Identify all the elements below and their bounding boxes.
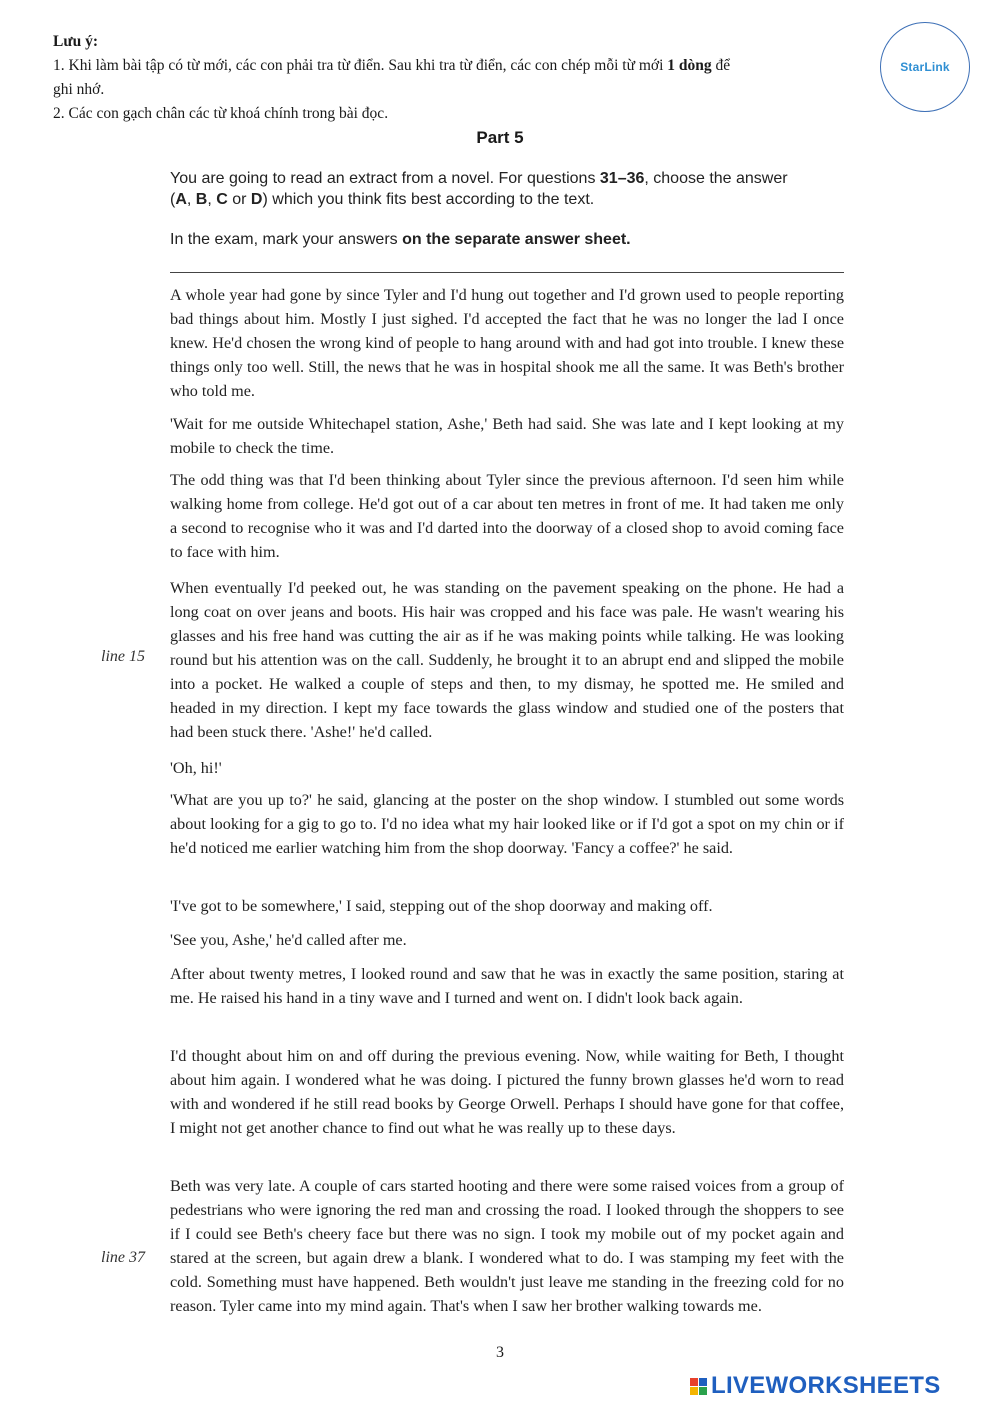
passage-paragraph-5: 'Oh, hi!' — [170, 759, 222, 777]
instructions-line-2: In the exam, mark your answers on the separate answer sheet. — [170, 231, 631, 248]
part-title: Part 5 — [476, 128, 524, 147]
passage-paragraph-10: I'd thought about him on and off during the previous evening. Now, while waiting for Beth, I thought about him again. I wondered what he was doing. I pictured the funny brown glasses he'd worn to read with and wondered if he still read books by George Orwell. Perhaps I should have gone for that coffee, I might not get another chance to find out what he was really up to these days. — [170, 1047, 844, 1137]
passage-paragraph-8: 'See you, Ashe,' he'd called after me. — [170, 931, 407, 949]
divider — [170, 272, 844, 273]
teacher-note — [53, 30, 733, 126]
line-37-label: line 37 — [101, 1249, 145, 1266]
passage-paragraph-9: After about twenty metres, I looked round and saw that he was in exactly the same position, staring at me. He raised his hand in a tiny wave and I turned and went on. I didn't look back again. — [170, 965, 844, 1007]
liveworksheets-logo-icon — [690, 1378, 707, 1395]
line-15-label: line 15 — [101, 648, 145, 665]
passage-paragraph-7: 'I've got to be somewhere,' I said, stepping out of the shop doorway and making off. — [170, 897, 713, 915]
passage-paragraph-1: A whole year had gone by since Tyler and I'd hung out together and I'd grown used to people reporting bad things about him. Mostly I just sighed. I'd accepted the fact that he was no longer the lad I once knew. He'd chosen the wrong kind of people to hang around with and had got into trouble. I knew these things only too well. Still, the news that he was in hospital shook me all the same. It was Beth's brother who told me. — [170, 286, 844, 400]
brand-text: LIVEWORKSHEETS — [711, 1372, 941, 1399]
passage-paragraph-6: 'What are you up to?' he said, glancing at the poster on the shop window. I stumbled out some words about looking for a gig to go to. I'd no idea what my hair looked like or if I'd got a spot on my chin or if he'd noticed me earlier watching him from the shop doorway. 'Fancy a coffee?' he said. — [170, 791, 844, 857]
passage-paragraph-4: When eventually I'd peeked out, he was standing on the pavement speaking on the phone. He had a long coat on over jeans and boots. His hair was cropped and his face was pale. He wasn't wearing his glasses and his free hand was cutting the air as if he was making points while talking. He was looking round but his attention was on the call. Suddenly, he brought it to an abrupt end and slipped the mobile into a pocket. He walked a couple of steps and then, to my dismay, he spotted me. He smiled and headed in my direction. I kept my face towards the glass window and studied one of the posters that had been stuck there. 'Ashe!' he'd called. — [170, 579, 844, 741]
liveworksheets-brand — [690, 1372, 941, 1400]
instructions-line-1: You are going to read an extract from a novel. For questions 31–36, choose the answer (A, B, C or D) which you think fits best according to the text. — [170, 170, 788, 208]
passage-paragraph-11: Beth was very late. A couple of cars started hooting and there were some raised voices from a group of pedestrians who were ignoring the red man and crossing the road. I looked through the shoppers to see if I could see Beth's cheery face but there was no sign. I took my mobile out of my pocket again and stared at the screen, but again drew a blank. I wondered what to do. I was stamping my feet with the cold. Something must have happened. Beth wouldn't just leave me standing in the freezing cold for no reason. Tyler came into my mind again. That's when I saw her brother walking towards me. — [170, 1177, 844, 1315]
starlink-logo — [880, 22, 970, 112]
passage-paragraph-2: 'Wait for me outside Whitechapel station, Ashe,' Beth had said. She was late and I kept looking at my mobile to check the time. — [170, 415, 844, 457]
logo-text: StarLink — [900, 60, 950, 74]
note-item-2: 2. Các con gạch chân các từ khoá chính trong bài đọc. — [53, 105, 389, 122]
note-heading: Lưu ý: — [53, 33, 99, 50]
passage-paragraph-3: The odd thing was that I'd been thinking about Tyler since the previous afternoon. I'd seen him while walking home from college. He'd got out of a car about ten metres in front of me. It had taken me only a second to recognise who it was and I'd darted into the doorway of a closed shop to avoid coming face to face with him. — [170, 471, 844, 561]
note-item-1: 1. Khi làm bài tập có từ mới, các con phải tra từ điển. Sau khi tra từ điển, các con chép mỗi từ mới 1 dòng để ghi nhớ. — [53, 57, 731, 98]
page-number: 3 — [496, 1344, 504, 1361]
